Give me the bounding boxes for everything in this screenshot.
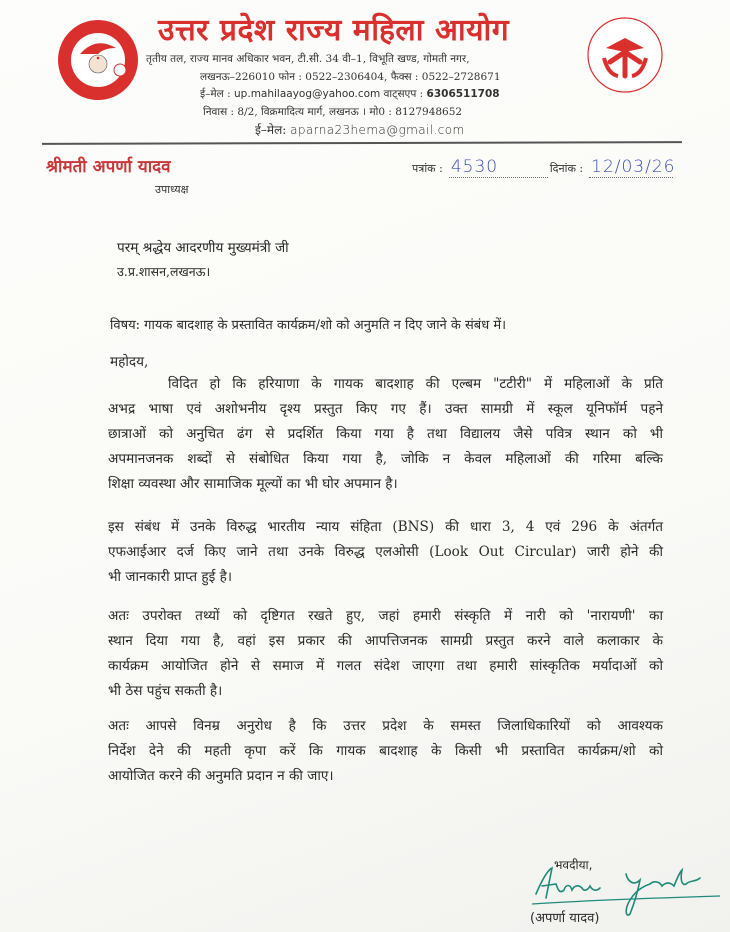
sender-designation: उपाध्यक्ष <box>155 183 189 196</box>
salutation: महोदय, <box>110 354 149 370</box>
valediction: भवदीया, <box>554 858 593 872</box>
contact-line <box>200 87 500 101</box>
paragraph-2-line: भी जानकारी प्राप्त हुई है। <box>108 569 233 585</box>
whatsapp-label: वाट्सएप : <box>383 88 424 100</box>
paragraph-3-line: अतः उपरोक्त तथ्यों को दृष्टिगत रखते हुए, जहां हमारी संस्कृति में नारी को 'नारायणी' का <box>108 608 663 624</box>
date-field <box>589 157 676 178</box>
paragraph-1-line: विदित हो कि हरियाणा के गायक बादशाह की एल्बम "टटीरी" में महिलाओं के प्रति <box>168 376 663 392</box>
letter-number-label: पत्रांक : <box>412 162 443 175</box>
paragraph-4-line: निर्देश देने की महती कृपा करें कि गायक बादशाह के किसी भी प्रस्तावित कार्यक्रम/शो को <box>108 743 663 759</box>
letter-number: 4530 <box>450 157 499 177</box>
paragraph-1-line: अपमानजनक शब्दों से संबोधित किया गया है, जोकि न केवल महिलाओं की गरिमा बल्कि <box>108 451 663 467</box>
sender-name: श्रीमती अपर्णा यादव <box>46 157 171 177</box>
residence-line: निवास : 8/2, विक्रमादित्य मार्ग, लखनऊ । मो0 : 8127948652 <box>203 106 463 118</box>
personal-email-line <box>255 121 465 138</box>
personal-email-link[interactable]: aparna23hema@gmail.com <box>290 123 465 137</box>
email-label: ई–मेल : <box>200 88 231 100</box>
up-government-emblem-icon <box>586 16 664 94</box>
paragraph-3-line: स्थान दिया गया है, वहां इस प्रकार की आपत्तिजनक सामग्री प्रस्तुत करने वाले कलाकार के <box>108 633 663 649</box>
subject-line: विषय: गायक बादशाह के प्रस्तावित कार्यक्रम/शो को अनुमति न दिए जाने के संबंध में। <box>110 318 507 333</box>
paragraph-1-line: अभद्र भाषा एवं अशोभनीय दृश्य प्रस्तुत किए गए हैं। उक्त सामग्री में स्कूल यूनिफॉर्म पहने <box>108 401 663 417</box>
address-line-1: तृतीय तल, राज्य मानव अधिकार भवन, टी.सी. 34 वी–1, विभूति खण्ड, गोमती नगर, <box>146 53 470 65</box>
reference-row <box>412 157 676 178</box>
mahila-ayog-emblem-icon <box>56 18 140 102</box>
addressee-line-2: उ.प्र.शासन,लखनऊ। <box>117 264 211 279</box>
paragraph-4-line: आयोजित करने की अनुमति प्रदान न की जाए। <box>108 768 334 784</box>
paragraph-1-line: शिक्षा व्यवस्था और सामाजिक मूल्यों का भी घोर अपमान है। <box>108 476 398 492</box>
paragraph-3-line: कार्यक्रम आयोजित होने से समाज में गलत संदेश जाएगा तथा हमारी सांस्कृतिक मर्यादाओं को <box>108 658 663 674</box>
paragraph-3-line: भी ठेस पहुंच सकती है। <box>108 683 223 699</box>
whatsapp-number: 6306511708 <box>426 88 500 100</box>
office-email-link[interactable]: up.mahilaayog@yahoo.com <box>234 88 381 100</box>
date-label: दिनांक : <box>549 162 584 175</box>
personal-email-label: ई–मेल: <box>255 123 287 137</box>
letter-date: 12/03/26 <box>591 157 676 177</box>
paragraph-2-line: इस संबंध में उनके विरुद्ध भारतीय न्याय संहिता (BNS) की धारा 3, 4 एवं 296 के अंतर्गत <box>108 519 663 535</box>
header-divider <box>42 141 682 145</box>
address-line-2: लखनऊ–226010 फोन : 0522–2306404, फैक्स : 0522–2728671 <box>200 71 501 83</box>
paragraph-1-line: छात्राओं को अनुचित ढंग से प्रदर्शित किया गया है तथा विद्यालय जैसे पवित्र स्थान को भी <box>108 426 663 442</box>
paragraph-2-line: एफआईआर दर्ज किए जाने तथा उनके विरुद्ध एलओसी (Look Out Circular) जारी होने की <box>108 544 663 560</box>
paragraph-4-line: अतः आपसे विनम्र अनुरोध है कि उत्तर प्रदेश के समस्त जिलाधिकारियों को आवश्यक <box>108 718 663 734</box>
letter-number-field <box>449 157 548 178</box>
signatory-name: (अपर्णा यादव) <box>530 911 600 926</box>
addressee-line-1: परम् श्रद्धेय आदरणीय मुख्यमंत्री जी <box>117 240 289 256</box>
organization-title: उत्तर प्रदेश राज्य महिला आयोग <box>158 13 510 48</box>
